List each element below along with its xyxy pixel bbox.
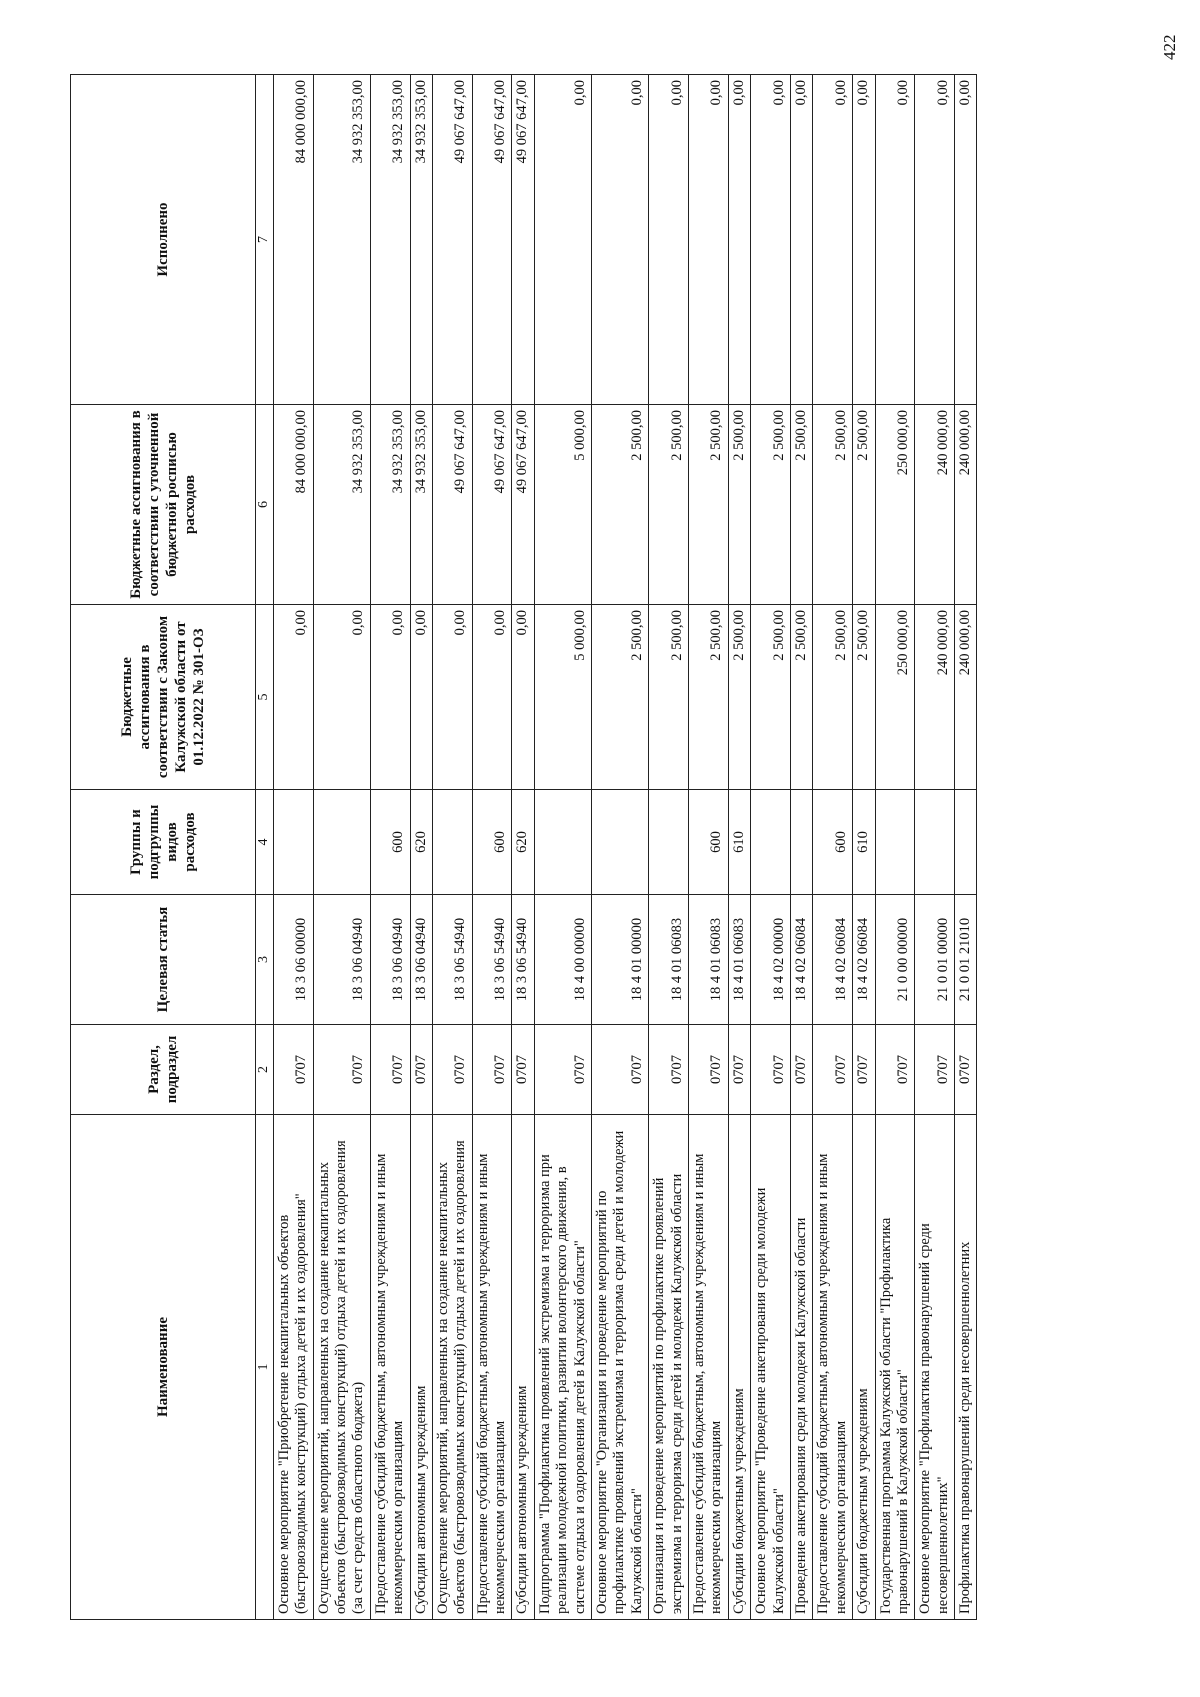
- row-name-cell: Предоставление субсидий бюджетным, автономным учреждениям и иным некоммерческим организациям: [472, 1115, 512, 1620]
- row-name-cell: Организация и проведение мероприятий по профилактике проявлений экстремизма и терроризма среди детей и молодежи Калужской области: [649, 1115, 689, 1620]
- row-done-amount-cell: 0,00: [649, 75, 689, 405]
- table-row: [853, 75, 875, 1620]
- row-target-cell: 18 4 01 06083: [649, 895, 689, 1025]
- header-law: Бюджетные ассигнования в соответствии с Законом Калужской области от 01.12.2022 № 301-ОЗ: [71, 605, 256, 790]
- row-group-cell: 600: [813, 790, 853, 895]
- row-name-cell: Основное мероприятие "Профилактика правонарушений среди несовершеннолетних": [915, 1115, 955, 1620]
- row-group-cell: 600: [370, 790, 410, 895]
- row-name-cell: Осуществление мероприятий, направленных на создание некапитальных объектов (быстровозводимых конструкций) отдыха детей и их оздоровления (за счет средств областного бюджета): [313, 1115, 370, 1620]
- table-row: [313, 75, 370, 1620]
- row-section-cell: 0707: [728, 1025, 750, 1115]
- row-section-cell: 0707: [751, 1025, 791, 1115]
- row-section-cell: 0707: [649, 1025, 689, 1115]
- row-list-amount-cell: 2 500,00: [853, 405, 875, 605]
- row-done-amount-cell: 0,00: [592, 75, 649, 405]
- row-list-amount-cell: 34 932 353,00: [370, 405, 410, 605]
- row-target-cell: 21 0 00 00000: [875, 895, 915, 1025]
- row-law-amount-cell: 2 500,00: [689, 605, 729, 790]
- row-group-cell: [534, 790, 591, 895]
- row-list-amount-cell: 2 500,00: [592, 405, 649, 605]
- row-list-amount-cell: 5 000,00: [534, 405, 591, 605]
- column-number: 5: [256, 605, 274, 790]
- row-group-cell: [432, 790, 472, 895]
- row-law-amount-cell: 2 500,00: [751, 605, 791, 790]
- row-name-cell: Основное мероприятие "Приобретение некапитальных объектов (быстровозводимых конструкций) отдыха детей и их оздоровления": [273, 1115, 313, 1620]
- row-group-cell: [915, 790, 955, 895]
- row-name-cell: Субсидии автономным учреждениям: [512, 1115, 534, 1620]
- row-name-cell: Профилактика правонарушений среди несовершеннолетних: [955, 1115, 977, 1620]
- row-group-cell: [790, 790, 812, 895]
- row-done-amount-cell: 34 932 353,00: [313, 75, 370, 405]
- table-row: [432, 75, 472, 1620]
- row-target-cell: 21 0 01 00000: [915, 895, 955, 1025]
- table-row: [592, 75, 649, 1620]
- row-list-amount-cell: 2 500,00: [728, 405, 750, 605]
- row-section-cell: 0707: [472, 1025, 512, 1115]
- row-done-amount-cell: 0,00: [813, 75, 853, 405]
- row-law-amount-cell: 2 500,00: [649, 605, 689, 790]
- row-done-amount-cell: 0,00: [728, 75, 750, 405]
- row-list-amount-cell: 2 500,00: [813, 405, 853, 605]
- row-target-cell: 18 3 06 04940: [410, 895, 432, 1025]
- row-name-cell: Субсидии бюджетным учреждениям: [728, 1115, 750, 1620]
- row-name-cell: Предоставление субсидий бюджетным, автономным учреждениям и иным некоммерческим организациям: [370, 1115, 410, 1620]
- row-list-amount-cell: 2 500,00: [649, 405, 689, 605]
- row-done-amount-cell: 0,00: [751, 75, 791, 405]
- row-target-cell: 18 4 02 06084: [853, 895, 875, 1025]
- row-law-amount-cell: 0,00: [472, 605, 512, 790]
- row-list-amount-cell: 2 500,00: [689, 405, 729, 605]
- row-list-amount-cell: 34 932 353,00: [410, 405, 432, 605]
- table-row: [875, 75, 915, 1620]
- row-group-cell: [955, 790, 977, 895]
- row-name-cell: Субсидии автономным учреждениям: [410, 1115, 432, 1620]
- row-target-cell: 18 4 00 00000: [534, 895, 591, 1025]
- header-target: Целевая статья: [71, 895, 256, 1025]
- row-name-cell: Субсидии бюджетным учреждениям: [853, 1115, 875, 1620]
- row-section-cell: 0707: [875, 1025, 915, 1115]
- column-number: 6: [256, 405, 274, 605]
- row-done-amount-cell: 49 067 647,00: [512, 75, 534, 405]
- row-target-cell: 18 3 06 54940: [512, 895, 534, 1025]
- row-law-amount-cell: 5 000,00: [534, 605, 591, 790]
- row-name-cell: Основное мероприятие "Организация и проведение мероприятий по профилактике проявлений экстремизма и терроризма среди детей и молодежи Калужской области": [592, 1115, 649, 1620]
- row-section-cell: 0707: [915, 1025, 955, 1115]
- row-target-cell: 18 4 02 00000: [751, 895, 791, 1025]
- row-target-cell: 18 4 01 06083: [728, 895, 750, 1025]
- table-row: [955, 75, 977, 1620]
- header-name: Наименование: [71, 1115, 256, 1620]
- header-row: [71, 75, 256, 1620]
- row-target-cell: 18 4 01 06083: [689, 895, 729, 1025]
- row-name-cell: Государственная программа Калужской области "Профилактика правонарушений в Калужской области": [875, 1115, 915, 1620]
- row-law-amount-cell: 2 500,00: [728, 605, 750, 790]
- row-law-amount-cell: 0,00: [273, 605, 313, 790]
- table-body: [273, 75, 977, 1620]
- row-list-amount-cell: 2 500,00: [790, 405, 812, 605]
- row-law-amount-cell: 0,00: [512, 605, 534, 790]
- column-number: 4: [256, 790, 274, 895]
- row-section-cell: 0707: [592, 1025, 649, 1115]
- row-law-amount-cell: 240 000,00: [955, 605, 977, 790]
- row-group-cell: 620: [512, 790, 534, 895]
- row-target-cell: 18 4 02 06084: [790, 895, 812, 1025]
- row-group-cell: [875, 790, 915, 895]
- row-section-cell: 0707: [313, 1025, 370, 1115]
- page-number: 422: [1160, 34, 1179, 60]
- table-row: [273, 75, 313, 1620]
- row-done-amount-cell: 0,00: [955, 75, 977, 405]
- row-done-amount-cell: 84 000 000,00: [273, 75, 313, 405]
- table-row: [790, 75, 812, 1620]
- row-group-cell: 600: [689, 790, 729, 895]
- row-name-cell: Осуществление мероприятий, направленных на создание некапитальных объектов (быстровозводимых конструкций) отдыха детей и их оздоровления: [432, 1115, 472, 1620]
- row-section-cell: 0707: [273, 1025, 313, 1115]
- row-group-cell: 610: [853, 790, 875, 895]
- row-section-cell: 0707: [853, 1025, 875, 1115]
- row-section-cell: 0707: [410, 1025, 432, 1115]
- row-target-cell: 18 4 01 00000: [592, 895, 649, 1025]
- column-number: 1: [256, 1115, 274, 1620]
- row-law-amount-cell: 2 500,00: [592, 605, 649, 790]
- row-done-amount-cell: 34 932 353,00: [370, 75, 410, 405]
- row-section-cell: 0707: [689, 1025, 729, 1115]
- table-row: [689, 75, 729, 1620]
- budget-table: [70, 74, 977, 1620]
- row-group-cell: [273, 790, 313, 895]
- row-law-amount-cell: 2 500,00: [790, 605, 812, 790]
- row-list-amount-cell: 49 067 647,00: [432, 405, 472, 605]
- row-group-cell: [751, 790, 791, 895]
- row-group-cell: 610: [728, 790, 750, 895]
- row-done-amount-cell: 0,00: [875, 75, 915, 405]
- column-number: 7: [256, 75, 274, 405]
- row-target-cell: 21 0 01 21010: [955, 895, 977, 1025]
- row-list-amount-cell: 250 000,00: [875, 405, 915, 605]
- header-groups: Группы и подгруппы видов расходов: [71, 790, 256, 895]
- row-group-cell: [592, 790, 649, 895]
- table-row: [813, 75, 853, 1620]
- row-list-amount-cell: 240 000,00: [915, 405, 955, 605]
- budget-table-sheet: [70, 75, 1110, 1620]
- row-list-amount-cell: 240 000,00: [955, 405, 977, 605]
- row-done-amount-cell: 0,00: [534, 75, 591, 405]
- row-law-amount-cell: 0,00: [370, 605, 410, 790]
- table-row: [512, 75, 534, 1620]
- row-name-cell: Проведение анкетирования среди молодежи Калужской области: [790, 1115, 812, 1620]
- row-done-amount-cell: 0,00: [853, 75, 875, 405]
- table-row: [915, 75, 955, 1620]
- row-name-cell: Предоставление субсидий бюджетным, автономным учреждениям и иным некоммерческим организациям: [813, 1115, 853, 1620]
- row-section-cell: 0707: [534, 1025, 591, 1115]
- row-law-amount-cell: 240 000,00: [915, 605, 955, 790]
- row-done-amount-cell: 49 067 647,00: [472, 75, 512, 405]
- header-list: Бюджетные ассигнования в соответствии с уточненной бюджетной росписью расходов: [71, 405, 256, 605]
- table-row: [728, 75, 750, 1620]
- row-section-cell: 0707: [370, 1025, 410, 1115]
- row-target-cell: 18 3 06 00000: [273, 895, 313, 1025]
- table-row: [472, 75, 512, 1620]
- row-section-cell: 0707: [432, 1025, 472, 1115]
- table-row: [410, 75, 432, 1620]
- row-target-cell: 18 3 06 04940: [370, 895, 410, 1025]
- row-done-amount-cell: 0,00: [790, 75, 812, 405]
- row-law-amount-cell: 2 500,00: [853, 605, 875, 790]
- row-target-cell: 18 4 02 06084: [813, 895, 853, 1025]
- table-row: [751, 75, 791, 1620]
- row-list-amount-cell: 84 000 000,00: [273, 405, 313, 605]
- row-list-amount-cell: 49 067 647,00: [472, 405, 512, 605]
- header-section: Раздел, подраздел: [71, 1025, 256, 1115]
- row-done-amount-cell: 34 932 353,00: [410, 75, 432, 405]
- row-law-amount-cell: 250 000,00: [875, 605, 915, 790]
- row-law-amount-cell: 0,00: [313, 605, 370, 790]
- row-target-cell: 18 3 06 04940: [313, 895, 370, 1025]
- row-done-amount-cell: 0,00: [689, 75, 729, 405]
- row-name-cell: Подпрограмма "Профилактика проявлений экстремизма и терроризма при реализации молодежной политики, развитии волонтерского движения, в системе отдыха и оздоровления детей в Калужской области": [534, 1115, 591, 1620]
- row-done-amount-cell: 0,00: [915, 75, 955, 405]
- column-number-row: [256, 75, 274, 1620]
- row-section-cell: 0707: [512, 1025, 534, 1115]
- row-group-cell: [313, 790, 370, 895]
- row-section-cell: 0707: [790, 1025, 812, 1115]
- row-law-amount-cell: 2 500,00: [813, 605, 853, 790]
- row-section-cell: 0707: [955, 1025, 977, 1115]
- table-row: [649, 75, 689, 1620]
- row-law-amount-cell: 0,00: [410, 605, 432, 790]
- row-law-amount-cell: 0,00: [432, 605, 472, 790]
- table-row: [534, 75, 591, 1620]
- row-target-cell: 18 3 06 54940: [432, 895, 472, 1025]
- row-group-cell: [649, 790, 689, 895]
- header-done: Исполнено: [71, 75, 256, 405]
- row-list-amount-cell: 49 067 647,00: [512, 405, 534, 605]
- row-done-amount-cell: 49 067 647,00: [432, 75, 472, 405]
- row-name-cell: Предоставление субсидий бюджетным, автономным учреждениям и иным некоммерческим организациям: [689, 1115, 729, 1620]
- column-number: 2: [256, 1025, 274, 1115]
- row-group-cell: 620: [410, 790, 432, 895]
- row-section-cell: 0707: [813, 1025, 853, 1115]
- column-number: 3: [256, 895, 274, 1025]
- row-list-amount-cell: 34 932 353,00: [313, 405, 370, 605]
- row-target-cell: 18 3 06 54940: [472, 895, 512, 1025]
- table-row: [370, 75, 410, 1620]
- row-list-amount-cell: 2 500,00: [751, 405, 791, 605]
- row-group-cell: 600: [472, 790, 512, 895]
- row-name-cell: Основное мероприятие "Проведение анкетирования среди молодежи Калужской области": [751, 1115, 791, 1620]
